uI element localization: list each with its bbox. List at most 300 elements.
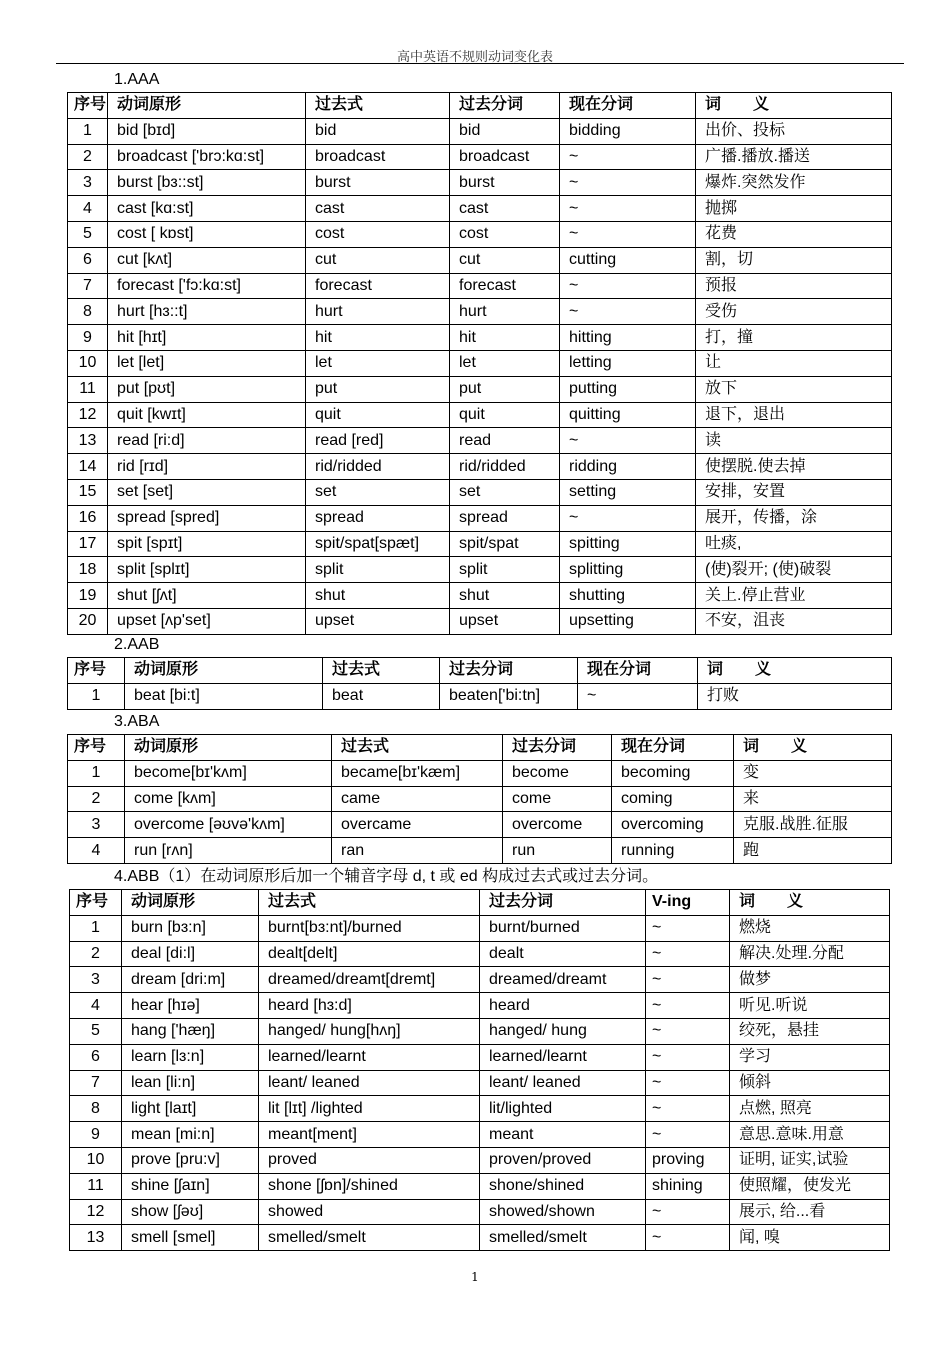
column-header: 过去分词: [440, 658, 578, 684]
table-cell: cut: [450, 247, 560, 273]
table-cell: overcome [əʊvə'kʌm]: [125, 812, 332, 838]
table-cell: shone [ʃɒn]/shined: [259, 1173, 480, 1199]
table-row: [70, 1122, 890, 1148]
column-header: V-ing: [646, 890, 730, 916]
table-row: [68, 812, 892, 838]
table-cell: quit [kwɪt]: [108, 402, 306, 428]
column-header: 过去分词: [480, 890, 646, 916]
table-cell: smelled/smelt: [259, 1225, 480, 1251]
table-cell: 退下，退出: [696, 402, 892, 428]
table-cell: bid: [306, 118, 450, 144]
table-cell: come: [503, 786, 612, 812]
table-row: [70, 1173, 890, 1199]
table-cell: spread: [306, 505, 450, 531]
section-3-title: 3.ABA: [114, 713, 160, 730]
table-cell: 倾斜: [730, 1070, 890, 1096]
section-3-table: [67, 734, 892, 864]
column-header: 过去式: [323, 658, 440, 684]
table-cell: becoming: [612, 760, 734, 786]
table-cell: 13: [70, 1225, 122, 1251]
table-cell: 学习: [730, 1044, 890, 1070]
table-row: [68, 683, 892, 709]
table-cell: 展开，传播，涂: [696, 505, 892, 531]
table-cell: hanged/ hung: [480, 1018, 646, 1044]
table-cell: read: [450, 428, 560, 454]
table-cell: lit/lighted: [480, 1096, 646, 1122]
table-cell: 吐痰,: [696, 531, 892, 557]
table-cell: 安排，安置: [696, 479, 892, 505]
column-header: 动词原形: [125, 735, 332, 761]
table-cell: ~: [646, 1225, 730, 1251]
table-row: [70, 1044, 890, 1070]
table-cell: rid/ridded: [450, 454, 560, 480]
table-cell: spit [spɪt]: [108, 531, 306, 557]
table-cell: 预报: [696, 273, 892, 299]
table-cell: ~: [560, 273, 696, 299]
table-cell: split [splɪt]: [108, 557, 306, 583]
table-cell: forecast: [450, 273, 560, 299]
table-cell: ~: [560, 299, 696, 325]
table-cell: beat [bi:t]: [125, 683, 323, 709]
table-cell: 展示, 给...看: [730, 1199, 890, 1225]
column-header: 词 义: [730, 890, 890, 916]
table-cell: quit: [306, 402, 450, 428]
column-header: 过去分词: [503, 735, 612, 761]
table-cell: became[bɪ'kæm]: [332, 760, 503, 786]
table-cell: ~: [560, 428, 696, 454]
table-row: [68, 170, 892, 196]
table-cell: split: [306, 557, 450, 583]
table-row: [68, 221, 892, 247]
table-cell: 4: [70, 993, 122, 1019]
section-1-title: 1.AAA: [114, 71, 160, 88]
column-header: 动词原形: [108, 93, 306, 119]
table-cell: hang ['hæŋ]: [122, 1018, 259, 1044]
table-cell: cost: [306, 221, 450, 247]
table-cell: split: [450, 557, 560, 583]
table-cell: learn [lɜ:n]: [122, 1044, 259, 1070]
table-cell: cutting: [560, 247, 696, 273]
table-cell: prove [pru:v]: [122, 1147, 259, 1173]
table-row: [68, 760, 892, 786]
column-header: 现在分词: [612, 735, 734, 761]
table-header-row: [68, 735, 892, 761]
table-cell: 点燃, 照亮: [730, 1096, 890, 1122]
table-row: [70, 1018, 890, 1044]
table-cell: 出价、投标: [696, 118, 892, 144]
table-cell: forecast: [306, 273, 450, 299]
table-cell: beat: [323, 683, 440, 709]
table-row: [70, 1199, 890, 1225]
table-cell: 14: [68, 454, 108, 480]
column-header: 现在分词: [578, 658, 698, 684]
table-cell: 16: [68, 505, 108, 531]
table-cell: ~: [560, 144, 696, 170]
table-cell: 4: [68, 196, 108, 222]
column-header: 过去式: [259, 890, 480, 916]
table-cell: 10: [70, 1147, 122, 1173]
table-cell: came: [332, 786, 503, 812]
table-cell: 让: [696, 350, 892, 376]
table-row: [68, 583, 892, 609]
page-header: 高中英语不规则动词变化表: [396, 50, 553, 65]
table-cell: spread: [450, 505, 560, 531]
table-cell: spit/spat: [450, 531, 560, 557]
table-cell: upset: [306, 608, 450, 634]
table-cell: shining: [646, 1173, 730, 1199]
table-cell: read [red]: [306, 428, 450, 454]
table-cell: cut: [306, 247, 450, 273]
page-number: 1: [471, 1270, 479, 1284]
table-cell: 7: [68, 273, 108, 299]
table-cell: light [laɪt]: [122, 1096, 259, 1122]
table-row: [70, 1070, 890, 1096]
table-cell: 使摆脱.使去掉: [696, 454, 892, 480]
table-cell: 6: [68, 247, 108, 273]
table-cell: setting: [560, 479, 696, 505]
column-header: 动词原形: [125, 658, 323, 684]
table-cell: shut: [306, 583, 450, 609]
table-cell: ~: [646, 915, 730, 941]
table-cell: dealt[delt]: [259, 941, 480, 967]
table-cell: smell [smel]: [122, 1225, 259, 1251]
table-cell: 13: [68, 428, 108, 454]
table-cell: showed: [259, 1199, 480, 1225]
table-cell: dream [dri:m]: [122, 967, 259, 993]
table-cell: 3: [68, 812, 125, 838]
table-cell: 7: [70, 1070, 122, 1096]
table-cell: spread [spred]: [108, 505, 306, 531]
table-cell: ~: [578, 683, 698, 709]
table-cell: 放下: [696, 376, 892, 402]
table-cell: broadcast ['brɔ:kɑ:st]: [108, 144, 306, 170]
column-header: 词 义: [696, 93, 892, 119]
table-cell: rid [rɪd]: [108, 454, 306, 480]
table-cell: burst [bɜ::st]: [108, 170, 306, 196]
table-cell: 1: [68, 683, 125, 709]
table-cell: overcame: [332, 812, 503, 838]
column-header: 过去式: [332, 735, 503, 761]
table-row: [68, 196, 892, 222]
table-cell: set [set]: [108, 479, 306, 505]
table-cell: (使)裂开; (使)破裂: [696, 557, 892, 583]
table-cell: 受伤: [696, 299, 892, 325]
table-cell: 19: [68, 583, 108, 609]
table-row: [68, 838, 892, 864]
table-cell: let: [450, 350, 560, 376]
table-cell: burnt[bɜ:nt]/burned: [259, 915, 480, 941]
table-cell: ~: [560, 505, 696, 531]
table-cell: mean [mi:n]: [122, 1122, 259, 1148]
table-cell: 9: [68, 325, 108, 351]
table-row: [68, 786, 892, 812]
table-cell: deal [di:l]: [122, 941, 259, 967]
table-cell: 11: [68, 376, 108, 402]
table-cell: cast [kɑ:st]: [108, 196, 306, 222]
table-cell: ridding: [560, 454, 696, 480]
table-row: [68, 428, 892, 454]
table-cell: hit: [450, 325, 560, 351]
table-cell: splitting: [560, 557, 696, 583]
table-cell: broadcast: [306, 144, 450, 170]
table-cell: ~: [560, 170, 696, 196]
table-cell: hitting: [560, 325, 696, 351]
table-cell: heard: [480, 993, 646, 1019]
table-cell: hanged/ hung[hʌŋ]: [259, 1018, 480, 1044]
table-cell: run [rʌn]: [125, 838, 332, 864]
table-row: [68, 531, 892, 557]
table-cell: ~: [646, 1122, 730, 1148]
table-cell: 1: [70, 915, 122, 941]
table-cell: bid: [450, 118, 560, 144]
table-cell: coming: [612, 786, 734, 812]
table-cell: proven/proved: [480, 1147, 646, 1173]
table-cell: 18: [68, 557, 108, 583]
table-cell: 10: [68, 350, 108, 376]
table-cell: spitting: [560, 531, 696, 557]
table-row: [68, 402, 892, 428]
table-cell: meant[ment]: [259, 1122, 480, 1148]
table-row: [68, 505, 892, 531]
table-cell: broadcast: [450, 144, 560, 170]
table-cell: letting: [560, 350, 696, 376]
section-4-title: 4.ABB（1）在动词原形后加一个辅音字母 d, t 或 ed 构成过去式或过去分词。: [114, 868, 659, 885]
column-header: 动词原形: [122, 890, 259, 916]
table-cell: running: [612, 838, 734, 864]
table-cell: lean [li:n]: [122, 1070, 259, 1096]
table-cell: quit: [450, 402, 560, 428]
section-1-table: [67, 92, 892, 635]
table-cell: showed/shown: [480, 1199, 646, 1225]
column-header: 词 义: [734, 735, 892, 761]
table-cell: 打败: [698, 683, 892, 709]
table-cell: 15: [68, 479, 108, 505]
table-cell: ~: [646, 941, 730, 967]
table-cell: burn [bɜ:n]: [122, 915, 259, 941]
column-header: 过去分词: [450, 93, 560, 119]
table-cell: become[bɪ'kʌm]: [125, 760, 332, 786]
table-cell: beaten['bi:tn]: [440, 683, 578, 709]
table-cell: ~: [646, 1199, 730, 1225]
table-cell: come [kʌm]: [125, 786, 332, 812]
table-header-row: [68, 93, 892, 119]
table-cell: 抛掷: [696, 196, 892, 222]
table-row: [70, 941, 890, 967]
table-cell: ran: [332, 838, 503, 864]
table-cell: put [pʊt]: [108, 376, 306, 402]
table-cell: hear [hɪə]: [122, 993, 259, 1019]
column-header: 词 义: [698, 658, 892, 684]
section-2-title: 2.AAB: [114, 636, 160, 653]
table-cell: 花费: [696, 221, 892, 247]
table-cell: proved: [259, 1147, 480, 1173]
table-cell: upsetting: [560, 608, 696, 634]
table-cell: 绞死，悬挂: [730, 1018, 890, 1044]
table-cell: shone/shined: [480, 1173, 646, 1199]
table-cell: ~: [646, 1018, 730, 1044]
table-row: [70, 1147, 890, 1173]
table-cell: ~: [646, 1044, 730, 1070]
table-cell: dreamed/dreamt: [480, 967, 646, 993]
table-cell: 12: [70, 1199, 122, 1225]
table-cell: 解决.处理.分配: [730, 941, 890, 967]
table-cell: burnt/burned: [480, 915, 646, 941]
table-cell: hurt: [450, 299, 560, 325]
table-cell: 1: [68, 118, 108, 144]
table-cell: 读: [696, 428, 892, 454]
table-cell: become: [503, 760, 612, 786]
table-cell: ~: [646, 993, 730, 1019]
table-cell: cast: [450, 196, 560, 222]
table-cell: hurt: [306, 299, 450, 325]
section-4-table: [69, 889, 890, 1251]
table-cell: dealt: [480, 941, 646, 967]
table-cell: hurt [hɜ::t]: [108, 299, 306, 325]
table-cell: ~: [646, 1096, 730, 1122]
table-cell: 2: [70, 941, 122, 967]
column-header: 序号: [68, 658, 125, 684]
table-cell: 5: [68, 221, 108, 247]
table-cell: cut [kʌt]: [108, 247, 306, 273]
table-cell: put: [306, 376, 450, 402]
section-2-table: [67, 657, 892, 710]
table-cell: let: [306, 350, 450, 376]
table-row: [68, 350, 892, 376]
table-cell: 割，切: [696, 247, 892, 273]
table-cell: 8: [68, 299, 108, 325]
table-cell: cost: [450, 221, 560, 247]
table-row: [68, 299, 892, 325]
table-cell: 1: [68, 760, 125, 786]
table-cell: 爆炸.突然发作: [696, 170, 892, 196]
table-row: [68, 247, 892, 273]
table-cell: ~: [560, 196, 696, 222]
table-cell: ~: [646, 967, 730, 993]
table-row: [68, 608, 892, 634]
table-row: [70, 993, 890, 1019]
table-cell: cost [ kɒst]: [108, 221, 306, 247]
table-cell: 4: [68, 838, 125, 864]
table-row: [68, 118, 892, 144]
table-cell: burst: [306, 170, 450, 196]
table-cell: 意思.意味.用意: [730, 1122, 890, 1148]
table-row: [70, 1225, 890, 1251]
table-cell: bid [bɪd]: [108, 118, 306, 144]
table-cell: show [ʃəʊ]: [122, 1199, 259, 1225]
table-cell: rid/ridded: [306, 454, 450, 480]
table-cell: overcome: [503, 812, 612, 838]
table-cell: 使照耀，使发光: [730, 1173, 890, 1199]
header-rule: [56, 63, 904, 64]
table-cell: hit: [306, 325, 450, 351]
table-cell: put: [450, 376, 560, 402]
table-cell: 关上.停止营业: [696, 583, 892, 609]
table-cell: cast: [306, 196, 450, 222]
table-cell: bidding: [560, 118, 696, 144]
table-cell: 11: [70, 1173, 122, 1199]
table-cell: hit [hɪt]: [108, 325, 306, 351]
table-header-row: [70, 890, 890, 916]
table-cell: 3: [70, 967, 122, 993]
table-cell: 17: [68, 531, 108, 557]
table-cell: 5: [70, 1018, 122, 1044]
column-header: 现在分词: [560, 93, 696, 119]
table-cell: dreamed/dreamt[dremt]: [259, 967, 480, 993]
table-row: [68, 479, 892, 505]
table-cell: shine [ʃaɪn]: [122, 1173, 259, 1199]
table-cell: 跑: [734, 838, 892, 864]
table-cell: lit [lɪt] /lighted: [259, 1096, 480, 1122]
table-cell: shutting: [560, 583, 696, 609]
table-cell: upset: [450, 608, 560, 634]
table-cell: shut: [450, 583, 560, 609]
table-cell: putting: [560, 376, 696, 402]
table-cell: 证明, 证实,试验: [730, 1147, 890, 1173]
table-cell: 3: [68, 170, 108, 196]
table-cell: 2: [68, 144, 108, 170]
table-cell: 闻, 嗅: [730, 1225, 890, 1251]
table-cell: 变: [734, 760, 892, 786]
column-header: 过去式: [306, 93, 450, 119]
table-cell: set: [450, 479, 560, 505]
table-header-row: [68, 658, 892, 684]
table-row: [70, 1096, 890, 1122]
table-cell: 8: [70, 1096, 122, 1122]
table-row: [68, 325, 892, 351]
table-cell: 来: [734, 786, 892, 812]
table-cell: set: [306, 479, 450, 505]
table-cell: learned/learnt: [259, 1044, 480, 1070]
table-cell: 9: [70, 1122, 122, 1148]
table-cell: let [let]: [108, 350, 306, 376]
table-cell: burst: [450, 170, 560, 196]
column-header: 序号: [68, 735, 125, 761]
table-cell: 6: [70, 1044, 122, 1070]
table-cell: overcoming: [612, 812, 734, 838]
table-cell: run: [503, 838, 612, 864]
table-cell: read [ri:d]: [108, 428, 306, 454]
table-cell: quitting: [560, 402, 696, 428]
table-cell: 克服.战胜.征服: [734, 812, 892, 838]
table-cell: leant/ leaned: [480, 1070, 646, 1096]
table-cell: 做梦: [730, 967, 890, 993]
table-cell: ~: [646, 1070, 730, 1096]
table-cell: proving: [646, 1147, 730, 1173]
table-cell: smelled/smelt: [480, 1225, 646, 1251]
table-row: [68, 454, 892, 480]
table-cell: meant: [480, 1122, 646, 1148]
table-cell: ~: [560, 221, 696, 247]
table-row: [68, 273, 892, 299]
table-cell: shut [ʃʌt]: [108, 583, 306, 609]
table-cell: 不安，沮丧: [696, 608, 892, 634]
table-row: [70, 915, 890, 941]
table-cell: heard [hɜ:d]: [259, 993, 480, 1019]
table-cell: learned/learnt: [480, 1044, 646, 1070]
table-cell: leant/ leaned: [259, 1070, 480, 1096]
table-row: [70, 967, 890, 993]
column-header: 序号: [70, 890, 122, 916]
table-cell: 12: [68, 402, 108, 428]
table-cell: 2: [68, 786, 125, 812]
table-cell: 燃烧: [730, 915, 890, 941]
table-cell: 20: [68, 608, 108, 634]
table-cell: 广播.播放.播送: [696, 144, 892, 170]
table-cell: spit/spat[spæt]: [306, 531, 450, 557]
table-row: [68, 144, 892, 170]
table-cell: upset [ʌp'set]: [108, 608, 306, 634]
table-cell: forecast ['fɔ:kɑ:st]: [108, 273, 306, 299]
